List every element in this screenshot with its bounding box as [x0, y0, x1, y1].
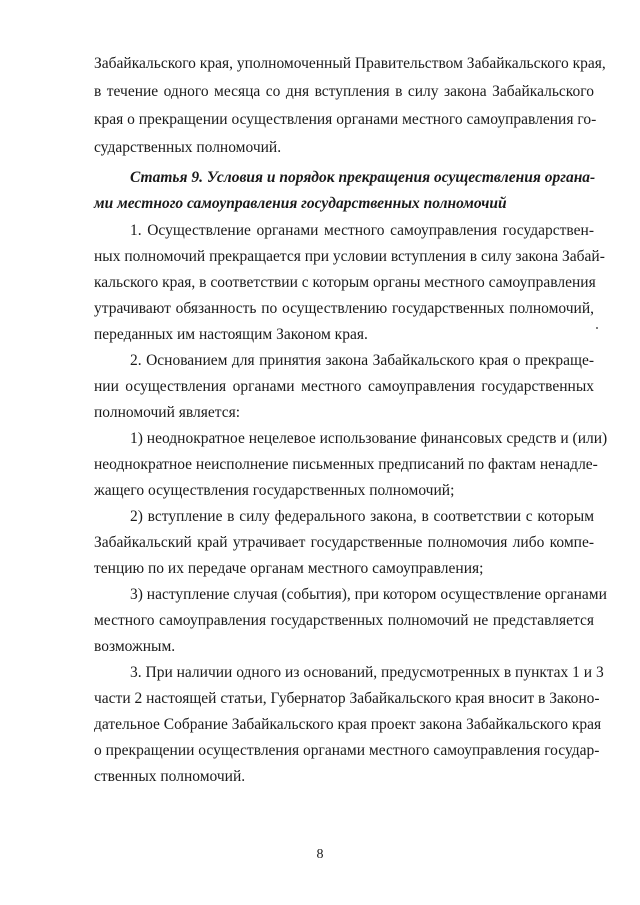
text-line: местного самоуправления государственных полномочий не представляется	[94, 612, 594, 629]
text-line: о прекращении осуществления органами местного самоуправления государ-	[94, 742, 600, 759]
text-line: тенцию по их передаче органам местного самоуправления;	[94, 560, 484, 577]
article-heading: ми местного самоуправления государственных полномочий	[94, 195, 507, 212]
text-line: переданных им настоящим Законом края.	[94, 326, 368, 343]
text-line: возможным.	[94, 638, 176, 655]
text-line: кальского края, в соответствии с которым органы местного самоуправления	[94, 274, 596, 291]
text-line: утрачивают обязанность по осуществлению государственных полномочий,	[94, 300, 594, 317]
text-line: 1) неоднократное нецелевое использование финансовых средств и (или)	[130, 430, 608, 447]
text-line: полномочий является:	[94, 404, 241, 421]
text-line: сударственных полномочий.	[94, 139, 282, 156]
text-line: края о прекращении осуществления органами местного самоуправления го-	[94, 111, 597, 128]
article-heading: Статья 9. Условия и порядок прекращения осуществления органа-	[130, 169, 596, 186]
page-number: 8	[316, 847, 324, 862]
text-line: неоднократное неисполнение письменных предписаний по фактам ненадле-	[94, 456, 598, 473]
scan-speck	[596, 327, 598, 329]
text-line: 2. Основанием для принятия закона Забайкальского края о прекраще-	[130, 352, 594, 369]
text-line: 3) наступление случая (события), при котором осуществление органами	[130, 586, 607, 603]
text-line: в течение одного месяца со дня вступления в силу закона Забайкальского	[94, 83, 594, 100]
text-line: 3. При наличии одного из оснований, предусмотренных в пунктах 1 и 3	[130, 664, 604, 681]
text-line: жащего осуществления государственных полномочий;	[94, 482, 455, 499]
text-line: части 2 настоящей статьи, Губернатор Забайкальского края вносит в Законо-	[94, 690, 600, 707]
text-line: ных полномочий прекращается при условии вступления в силу закона Забай-	[94, 248, 605, 265]
text-line: Забайкальского края, уполномоченный Правительством Забайкальского края,	[94, 55, 606, 72]
text-line: 2) вступление в силу федерального закона, в соответствии с которым	[130, 508, 594, 525]
text-line: ственных полномочий.	[94, 768, 246, 785]
text-line: 1. Осуществление органами местного самоуправления государствен-	[130, 222, 594, 239]
text-line: Забайкальский край утрачивает государственные полномочия либо компе-	[94, 534, 594, 551]
text-line: дательное Собрание Забайкальского края проект закона Забайкальского края	[94, 716, 602, 733]
text-line: нии осуществления органами местного самоуправления государственных	[94, 378, 594, 395]
